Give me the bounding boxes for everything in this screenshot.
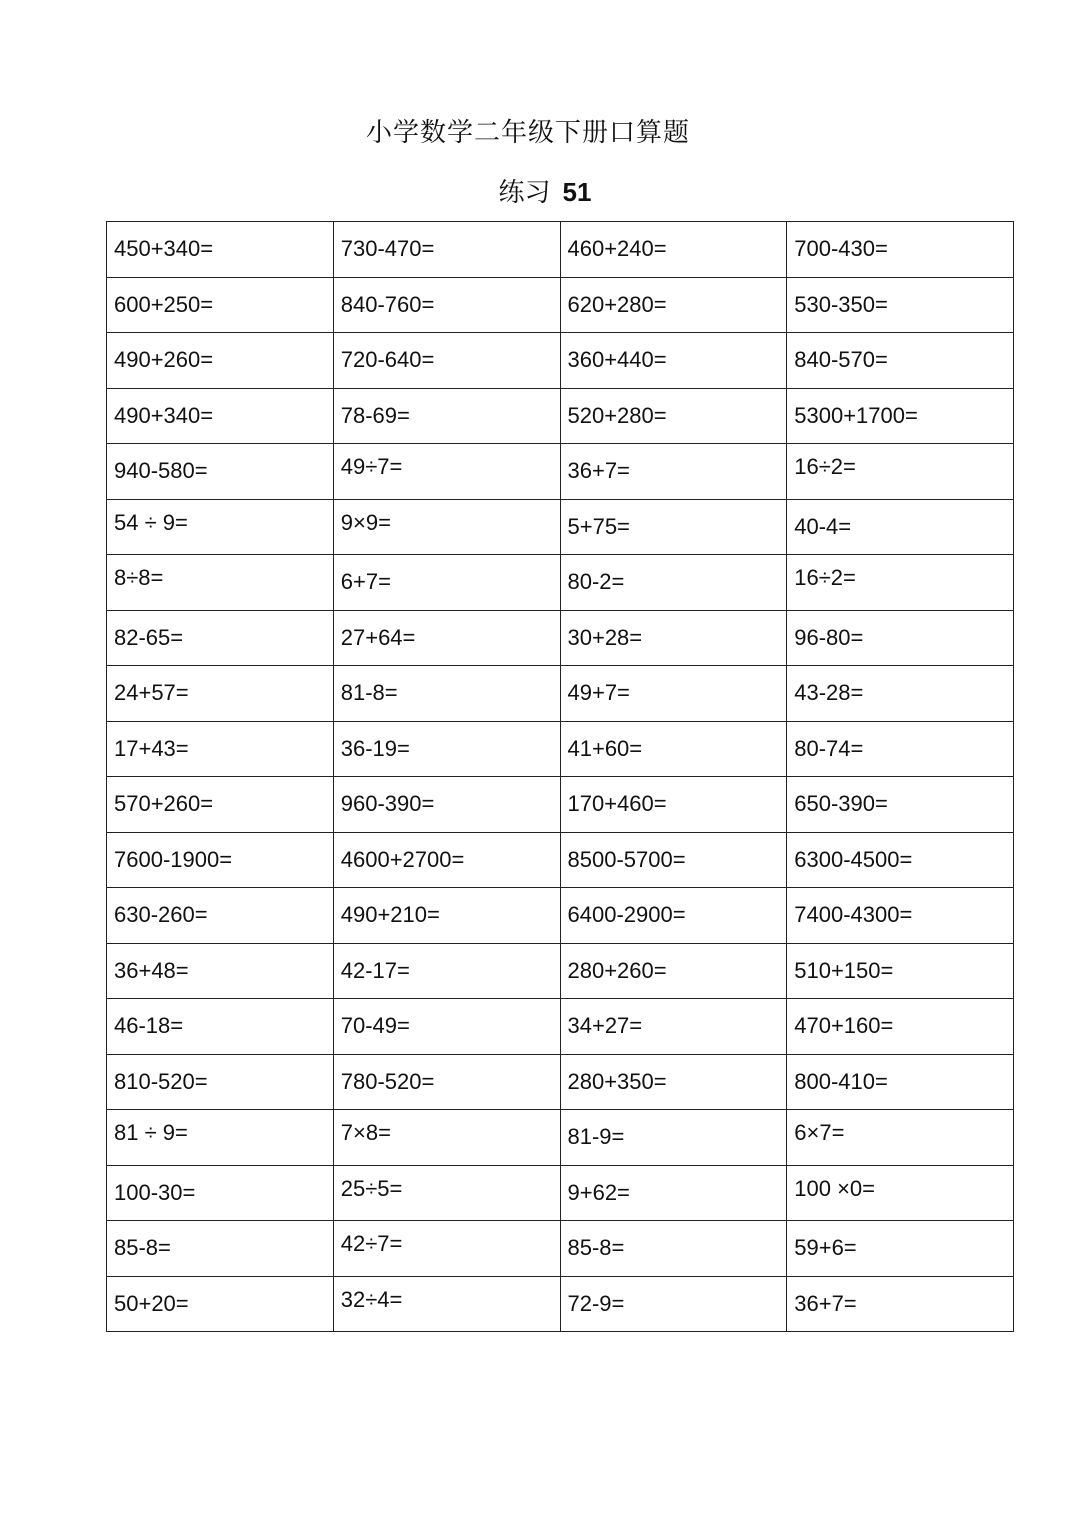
- problem-cell: 100 ×0=: [787, 1165, 1014, 1221]
- problem-cell: 630-260=: [107, 888, 334, 944]
- problem-cell: 17+43=: [107, 721, 334, 777]
- problem-cell: 940-580=: [107, 444, 334, 500]
- problem-cell: 36+48=: [107, 943, 334, 999]
- problem-cell: 41+60=: [560, 721, 787, 777]
- problem-cell: 54 ÷ 9=: [107, 499, 334, 555]
- problem-cell: 6300-4500=: [787, 832, 1014, 888]
- problem-row: [107, 666, 1014, 722]
- problem-row: [107, 555, 1014, 611]
- problem-cell: 7400-4300=: [787, 888, 1014, 944]
- problem-cell: 5300+1700=: [787, 388, 1014, 444]
- exercise-number: 51: [562, 177, 592, 207]
- problem-cell: 49+7=: [560, 666, 787, 722]
- problem-cell: 16÷2=: [787, 444, 1014, 500]
- problem-cell: 6400-2900=: [560, 888, 787, 944]
- problem-cell: 100-30=: [107, 1165, 334, 1221]
- problem-row: [107, 499, 1014, 555]
- problem-row: [107, 1221, 1014, 1277]
- problem-cell: 6×7=: [787, 1110, 1014, 1166]
- problem-cell: 4600+2700=: [333, 832, 560, 888]
- problem-row: [107, 1165, 1014, 1221]
- problem-row: [107, 1054, 1014, 1110]
- problem-row: [107, 277, 1014, 333]
- problem-cell: 620+280=: [560, 277, 787, 333]
- problem-row: [107, 943, 1014, 999]
- problem-cell: 36-19=: [333, 721, 560, 777]
- problem-cell: 59+6=: [787, 1221, 1014, 1277]
- problem-cell: 34+27=: [560, 999, 787, 1055]
- problem-cell: 6+7=: [333, 555, 560, 611]
- problem-cell: 360+440=: [560, 333, 787, 389]
- problem-cell: 490+340=: [107, 388, 334, 444]
- exercise-label: 练习: [498, 178, 551, 208]
- problem-cell: 80-74=: [787, 721, 1014, 777]
- problem-cell: 170+460=: [560, 777, 787, 833]
- problem-cell: 280+350=: [560, 1054, 787, 1110]
- problem-cell: 43-28=: [787, 666, 1014, 722]
- problem-cell: 650-390=: [787, 777, 1014, 833]
- problem-cell: 570+260=: [107, 777, 334, 833]
- problem-cell: 720-640=: [333, 333, 560, 389]
- problem-row: [107, 1276, 1014, 1332]
- problem-cell: 9×9=: [333, 499, 560, 555]
- problem-cell: 8500-5700=: [560, 832, 787, 888]
- problem-cell: 810-520=: [107, 1054, 334, 1110]
- problem-cell: 80-2=: [560, 555, 787, 611]
- problem-cell: 840-760=: [333, 277, 560, 333]
- problem-cell: 72-9=: [560, 1276, 787, 1332]
- problem-cell: 490+260=: [107, 333, 334, 389]
- problem-cell: 81 ÷ 9=: [107, 1110, 334, 1166]
- problem-row: [107, 388, 1014, 444]
- problem-cell: 50+20=: [107, 1276, 334, 1332]
- problem-cell: 42-17=: [333, 943, 560, 999]
- problem-row: [107, 832, 1014, 888]
- problem-cell: 46-18=: [107, 999, 334, 1055]
- problem-cell: 25÷5=: [333, 1165, 560, 1221]
- problem-cell: 70-49=: [333, 999, 560, 1055]
- problem-row: [107, 777, 1014, 833]
- problem-cell: 960-390=: [333, 777, 560, 833]
- problem-cell: 24+57=: [107, 666, 334, 722]
- problem-cell: 27+64=: [333, 610, 560, 666]
- problem-row: [107, 888, 1014, 944]
- problem-cell: 280+260=: [560, 943, 787, 999]
- problem-cell: 450+340=: [107, 222, 334, 278]
- problem-row: [107, 444, 1014, 500]
- problem-cell: 490+210=: [333, 888, 560, 944]
- problem-cell: 85-8=: [560, 1221, 787, 1277]
- problem-table: [106, 221, 1014, 1332]
- exercise-heading: [0, 172, 1080, 209]
- problem-cell: 700-430=: [787, 222, 1014, 278]
- problem-cell: 36+7=: [560, 444, 787, 500]
- problem-cell: 510+150=: [787, 943, 1014, 999]
- problem-cell: 460+240=: [560, 222, 787, 278]
- problem-cell: 42÷7=: [333, 1221, 560, 1277]
- problem-cell: 730-470=: [333, 222, 560, 278]
- problem-row: [107, 222, 1014, 278]
- problem-cell: 7×8=: [333, 1110, 560, 1166]
- worksheet-title: 小学数学二年级下册口算题: [365, 118, 690, 148]
- problem-cell: 78-69=: [333, 388, 560, 444]
- problem-cell: 40-4=: [787, 499, 1014, 555]
- problem-cell: 82-65=: [107, 610, 334, 666]
- problem-cell: 9+62=: [560, 1165, 787, 1221]
- problem-cell: 30+28=: [560, 610, 787, 666]
- problem-row: [107, 333, 1014, 389]
- problem-cell: 81-8=: [333, 666, 560, 722]
- problem-row: [107, 999, 1014, 1055]
- problem-cell: 81-9=: [560, 1110, 787, 1166]
- problem-cell: 16÷2=: [787, 555, 1014, 611]
- problem-cell: 530-350=: [787, 277, 1014, 333]
- problem-cell: 49÷7=: [333, 444, 560, 500]
- problem-cell: 800-410=: [787, 1054, 1014, 1110]
- problem-cell: 470+160=: [787, 999, 1014, 1055]
- problem-cell: 96-80=: [787, 610, 1014, 666]
- problem-cell: 32÷4=: [333, 1276, 560, 1332]
- problem-cell: 36+7=: [787, 1276, 1014, 1332]
- problem-cell: 85-8=: [107, 1221, 334, 1277]
- problem-cell: 8÷8=: [107, 555, 334, 611]
- problem-cell: 7600-1900=: [107, 832, 334, 888]
- problem-row: [107, 721, 1014, 777]
- problem-cell: 600+250=: [107, 277, 334, 333]
- problem-row: [107, 610, 1014, 666]
- problem-row: [107, 1110, 1014, 1166]
- problem-cell: 840-570=: [787, 333, 1014, 389]
- problem-cell: 5+75=: [560, 499, 787, 555]
- problem-cell: 520+280=: [560, 388, 787, 444]
- problem-table-body: [107, 222, 1014, 1332]
- problem-cell: 780-520=: [333, 1054, 560, 1110]
